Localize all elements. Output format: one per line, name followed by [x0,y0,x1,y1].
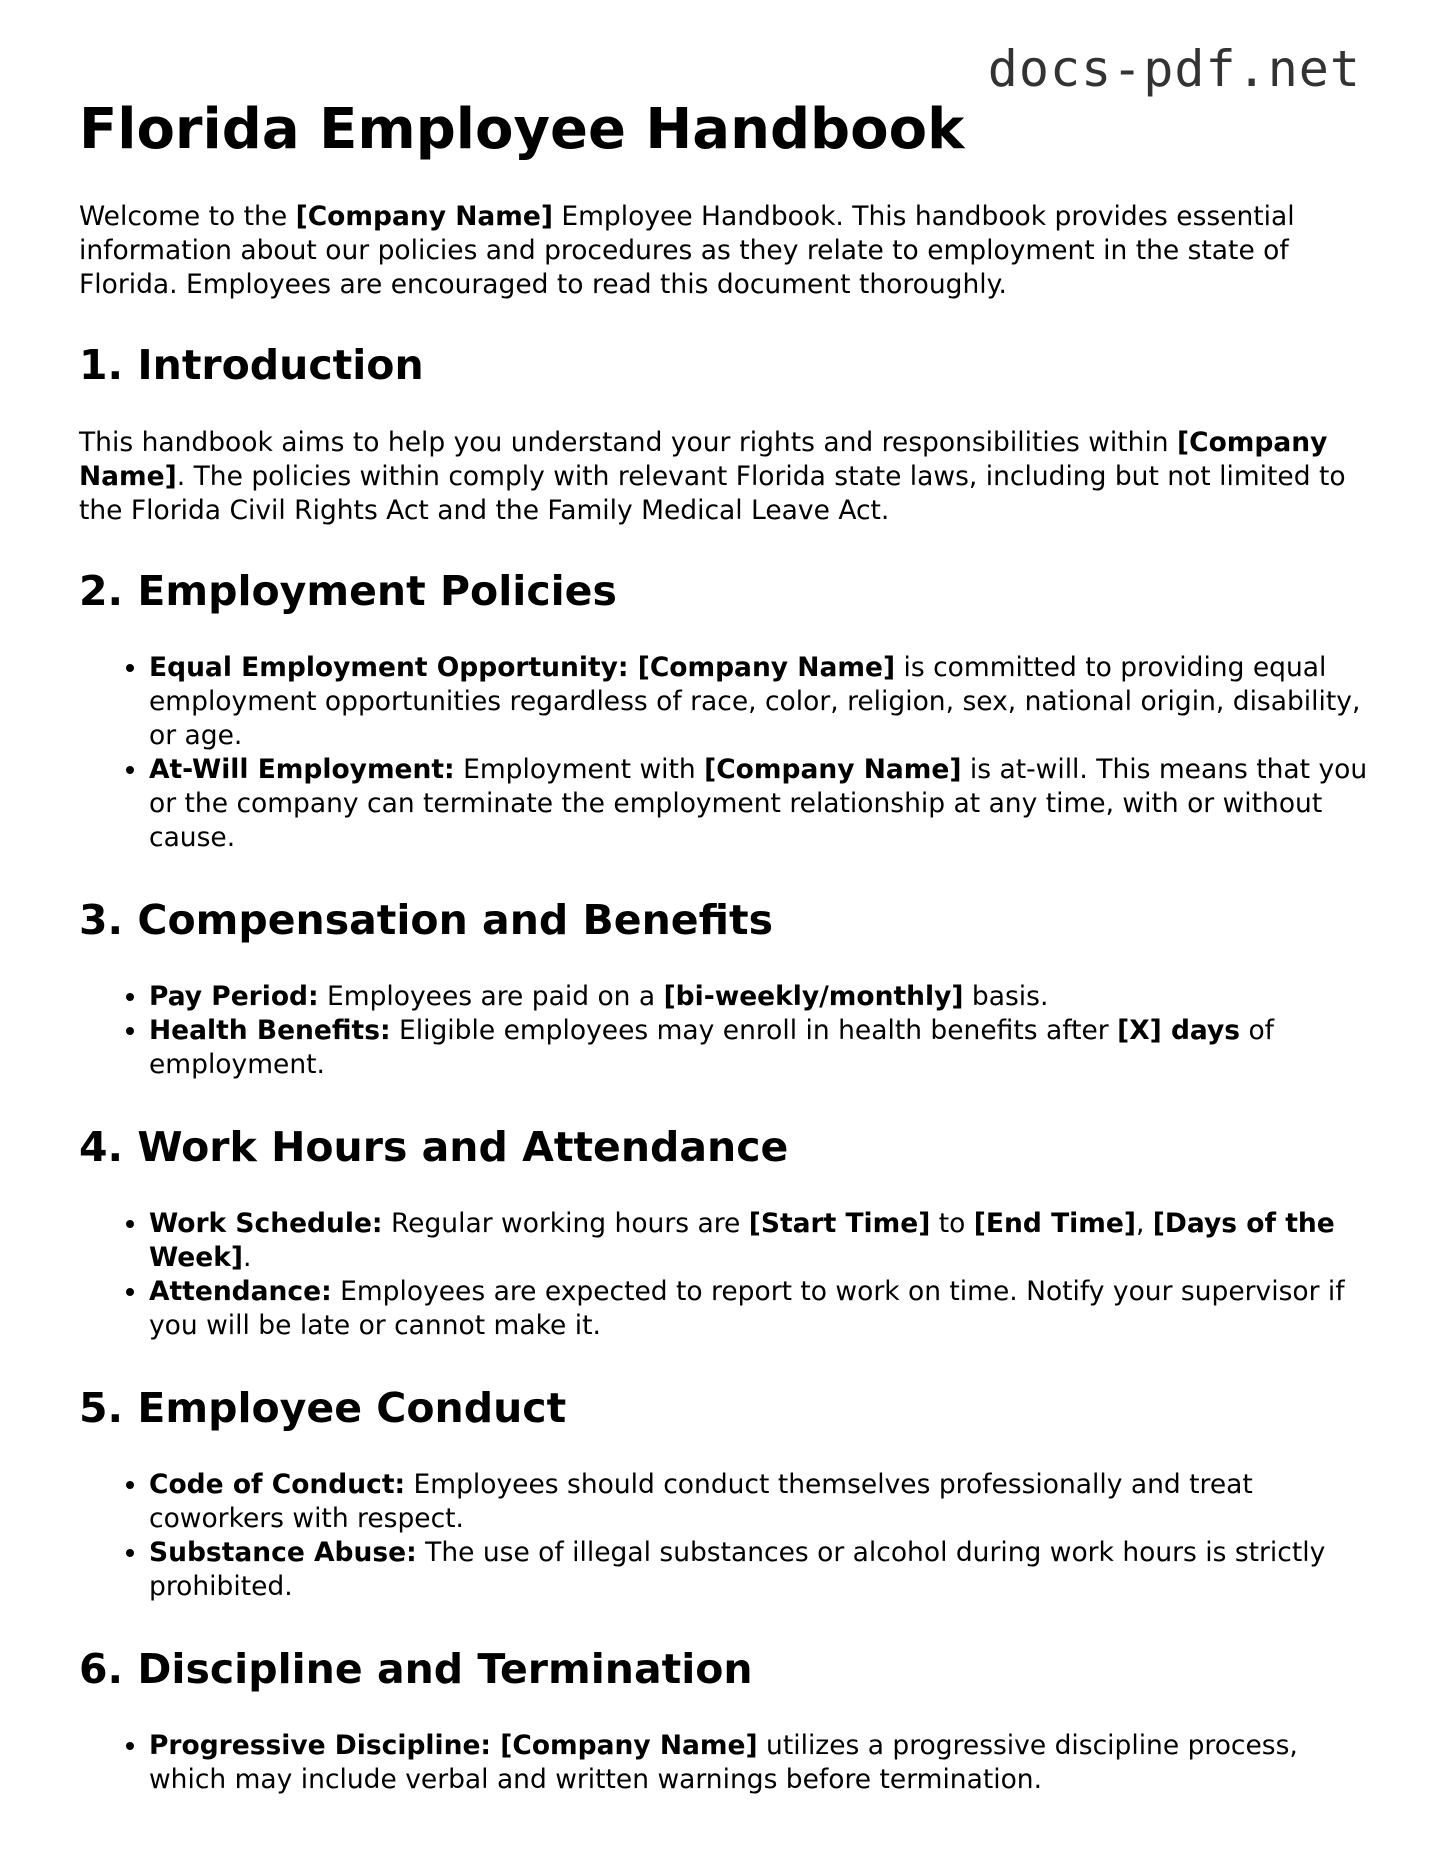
item-label: Equal Employment Opportunity: [Company Name] [149,651,896,683]
employee-conduct-list [79,1468,1369,1604]
item-label: At-Will Employment: [149,753,455,785]
list-item [149,1729,1369,1797]
item-text: Employees should conduct themselves professionally and treat coworkers with respect. [149,1469,1253,1535]
item-text: Eligible employees may enroll in health benefits after [390,1014,1118,1046]
company-placeholder: [Company Name] [295,201,553,233]
discipline-list [79,1729,1369,1797]
item-label: Attendance: [149,1275,332,1307]
item-label: Health Benefits: [149,1014,391,1046]
item-label: Substance Abuse: [149,1537,417,1569]
work-hours-list [79,1207,1369,1343]
employment-policies-list [79,651,1369,855]
item-text: Employees are expected to report to work on time. Notify your supervisor if you will be late or cannot make it. [149,1275,1345,1341]
list-item [149,1468,1369,1536]
list-item [149,651,1369,753]
item-text: The use of illegal substances or alcohol during work hours is strictly prohibited. [149,1537,1326,1603]
company-placeholder: [Company Name] [79,426,1328,492]
days-placeholder: [X] days [1117,1014,1241,1046]
section-heading-employee-conduct: 5. Employee Conduct [79,1383,567,1432]
item-label: Work Schedule: [149,1207,383,1239]
section-heading-employment-policies: 2. Employment Policies [79,566,617,615]
section-heading-work-hours: 4. Work Hours and Attendance [79,1122,789,1171]
item-label: Progressive Discipline: [Company Name] [149,1730,758,1762]
item-label: Code of Conduct: [149,1469,406,1501]
compensation-list [79,980,1369,1082]
paragraph-text: . The policies within comply with relevant Florida state laws, including but not limited to the Florida Civil Rights Act and the Family Medical Leave Act. [79,460,1346,526]
start-time-placeholder: [Start Time] [748,1207,931,1239]
list-item [149,980,1369,1014]
item-text: to [930,1207,974,1239]
section-heading-discipline: 6. Discipline and Termination [79,1645,753,1694]
item-text: . [242,1241,252,1273]
intro-text: Welcome to the [79,201,296,233]
item-label: Pay Period: [149,980,319,1012]
item-text: Employment with [454,753,705,785]
item-text: is committed to providing equal employment opportunities regardless of race, color, religion, sex, national origin, disability, or age. [149,651,1361,751]
document-page [79,98,1369,1839]
item-text: utilizes a progressive discipline process, which may include verbal and written warnings before termination. [149,1730,1298,1796]
item-text: is at-will. This means that you or the company can terminate the employment relationship at any time, with or without cause. [149,753,1368,853]
intro-text: Employee Handbook. This handbook provides essential information about our policies and procedures as they relate to employment in the state of Florida. Employees are encouraged to read this document thoroughly. [79,201,1295,301]
paragraph-text: This handbook aims to help you understand your rights and responsibilities within [79,426,1178,458]
list-item [149,1014,1369,1082]
page-title: Florida Employee Handbook [79,97,965,162]
intro-paragraph [79,200,1369,302]
list-item [149,1536,1369,1604]
company-placeholder: [Company Name] [704,753,962,785]
section-heading-introduction: 1. Introduction [79,341,424,390]
pay-period-placeholder: [bi-weekly/monthly] [663,980,964,1012]
days-of-week-placeholder: [Days of the Week] [149,1207,1335,1273]
watermark: docs-pdf.net [987,40,1361,98]
introduction-paragraph [79,426,1369,528]
section-heading-compensation: 3. Compensation and Benefits [79,895,773,944]
list-item [149,753,1369,855]
list-item [149,1207,1369,1275]
list-item [149,1275,1369,1343]
item-text: of employment. [149,1014,1275,1080]
item-text: Regular working hours are [382,1207,749,1239]
item-text: , [1135,1207,1153,1239]
item-text: basis. [963,980,1049,1012]
item-text: Employees are paid on a [318,980,664,1012]
end-time-placeholder: [End Time] [973,1207,1136,1239]
